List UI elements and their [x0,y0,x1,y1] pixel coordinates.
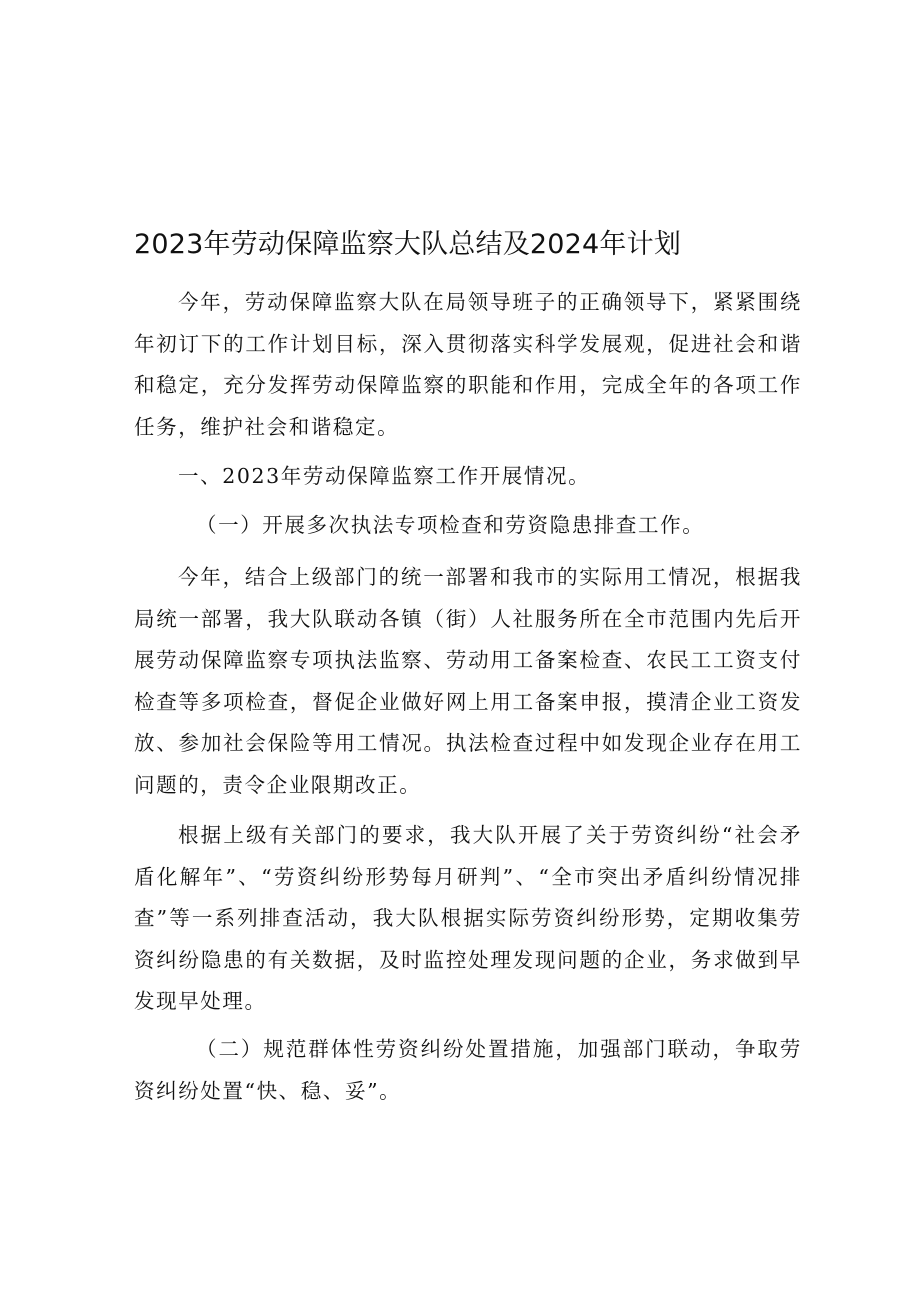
subsection-heading-2: （二）规范群体性劳资纠纷处置措施，加强部门联动，争取劳资纠纷处置“快、稳、妥”。 [134,1037,802,1103]
section-heading-1: 一、2023年劳动保障监察工作开展情况。 [178,464,591,488]
document-title: 2023年劳动保障监察大队总结及2024年计划 [134,229,682,260]
paragraph-inspections: 今年，结合上级部门的统一部署和我市的实际用工情况，根据我局统一部署，我大队联动各镇（街）人社服务所在全市范围内先后开展劳动保障监察专项执法监察、劳动用工备案检查、农民工工资支付检查等多项检查，督促企业做好网上用工备案申报，摸清企业工资发放、参加社会保险等用工情况。执法检查过程中如发现企业存在用工问题的，责令企业限期改正。 [134,565,802,797]
paragraph-dispute-screening: 根据上级有关部门的要求，我大队开展了关于劳资纠纷“社会矛盾化解年”、“劳资纠纷形势每月研判”、“全市突出矛盾纠纷情况排查”等一系列排查活动，我大队根据实际劳资纠纷形势，定期收集劳资纠纷隐患的有关数据，及时监控处理发现问题的企业，务求做到早发现早处理。 [134,823,802,1013]
paragraph-intro: 今年，劳动保障监察大队在局领导班子的正确领导下，紧紧围绕年初订下的工作计划目标，深入贯彻落实科学发展观，促进社会和谐和稳定，充分发挥劳动保障监察的职能和作用，完成全年的各项工作任务，维护社会和谐稳定。 [134,290,802,439]
subsection-heading-1: （一）开展多次执法专项检查和劳资隐患排查工作。 [196,513,705,537]
